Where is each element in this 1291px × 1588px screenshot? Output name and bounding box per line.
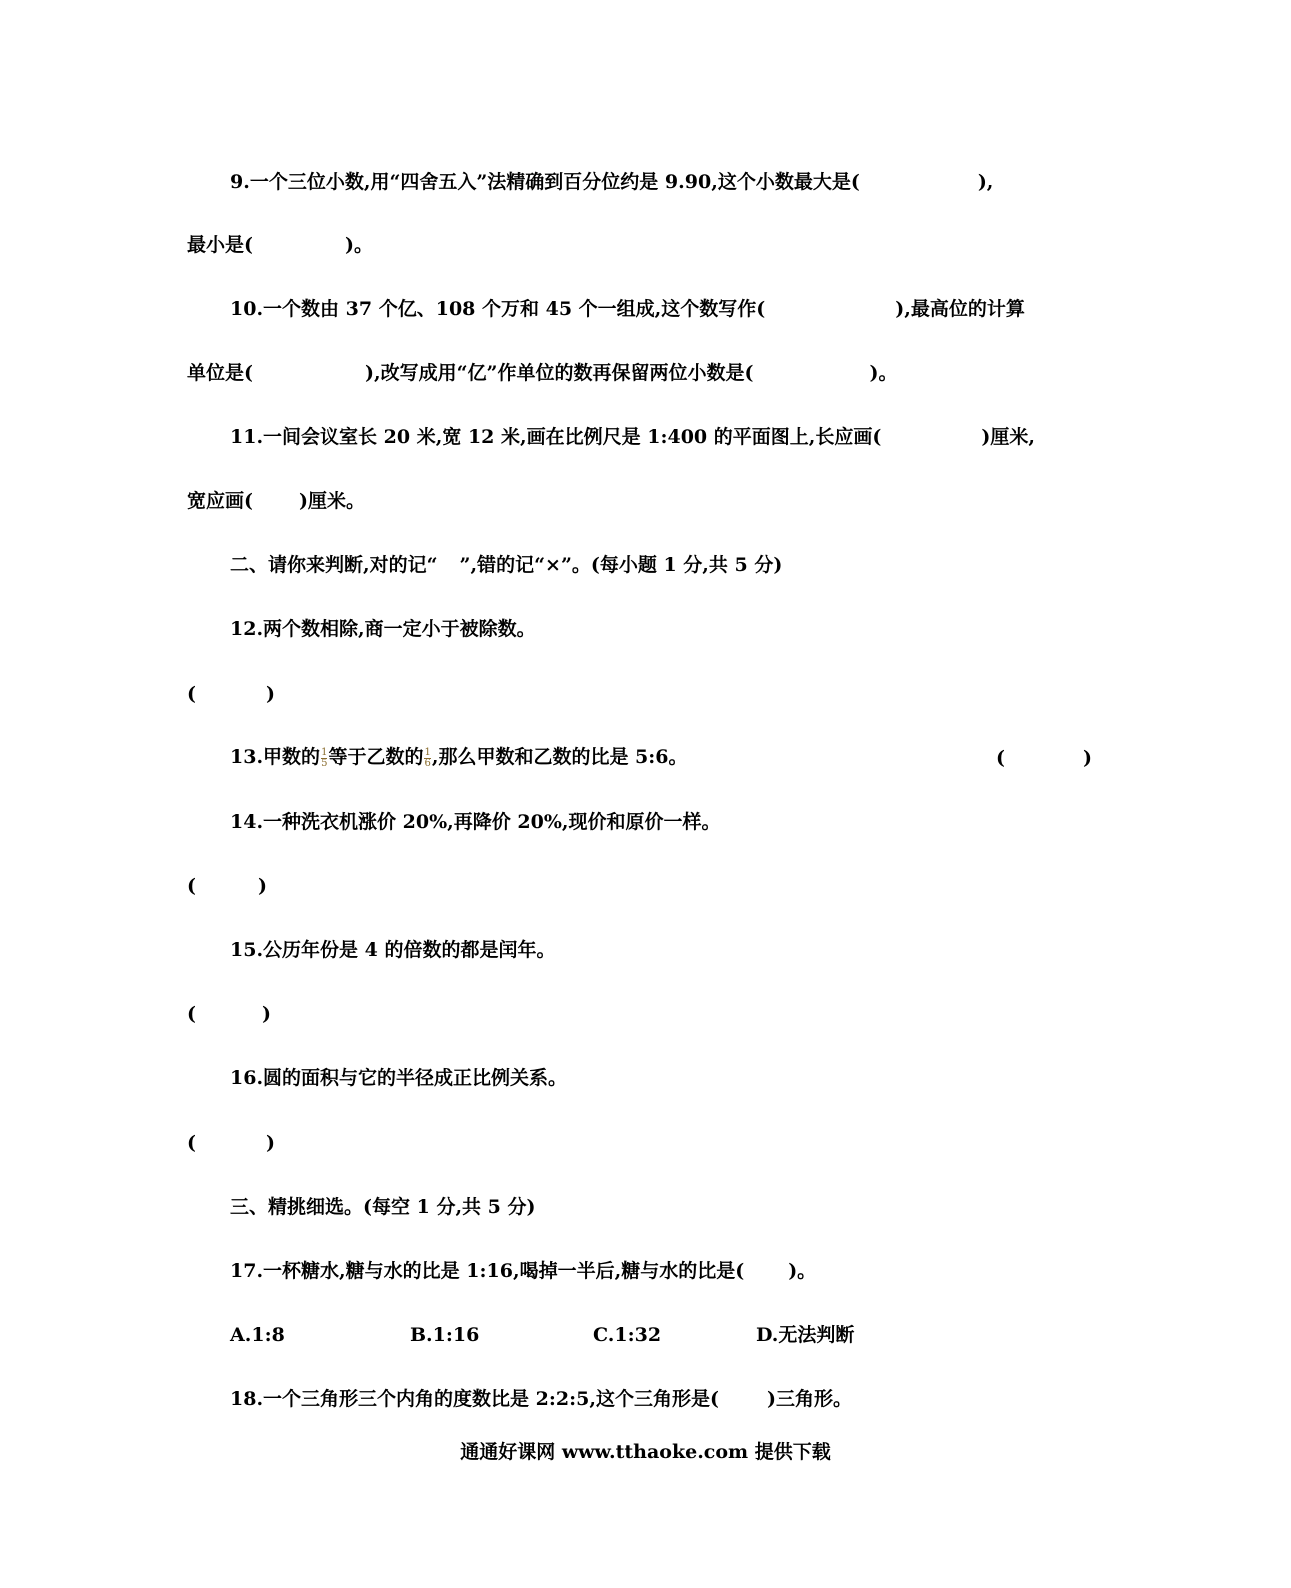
q18-text-end: )三角形。	[766, 1388, 852, 1410]
q17-option-d[interactable]: D.无法判断	[756, 1324, 855, 1346]
q15-question	[230, 938, 556, 962]
q10-end: )。	[869, 362, 898, 384]
q17-option-b[interactable]: B.1:16	[410, 1324, 480, 1346]
q17-question	[230, 1259, 816, 1283]
q11-line2	[187, 489, 365, 513]
section3-heading	[230, 1195, 536, 1219]
q17-text-end: )。	[788, 1260, 817, 1282]
q13-fraction-1: $\frac{1}{5}$	[321, 746, 328, 769]
q9-text-end: ),	[977, 171, 994, 193]
q13-suffix: ,那么甲数和乙数的比是 5:6。	[431, 746, 688, 768]
q10-rewrite-text: ),改写成用“亿”作单位的数再保留两位小数是(	[365, 362, 754, 384]
q10-unit-label: 单位是(	[187, 362, 253, 384]
q13-fraction-2: $\frac{1}{6}$	[424, 746, 431, 769]
q16-text: 16.圆的面积与它的半径成正比例关系。	[230, 1067, 568, 1089]
q10-line1	[230, 297, 1025, 321]
section2-text: 二、请你来判断,对的记“	[230, 554, 438, 576]
q9-min-end: )。	[345, 234, 373, 256]
q17-text: 17.一杯糖水,糖与水的比是 1:16,喝掉一半后,糖与水的比是(	[230, 1260, 745, 1282]
q13-middle: 等于乙数的	[328, 746, 424, 768]
q17-option-c[interactable]: C.1:32	[593, 1324, 662, 1346]
section2-heading	[230, 553, 782, 577]
q13-question	[230, 745, 688, 769]
q18-question	[230, 1387, 852, 1411]
q15-text: 15.公历年份是 4 的倍数的都是闰年。	[230, 939, 556, 961]
q11-text: 11.一间会议室长 20 米,宽 12 米,画在比例尺是 1:400 的平面图上,长应画(	[230, 426, 882, 448]
q9-line1	[230, 170, 993, 194]
q10-text: 10.一个数由 37 个亿、108 个万和 45 个一组成,这个数写作(	[230, 298, 766, 320]
q13-prefix: 13.甲数的	[230, 746, 321, 768]
q9-line2	[187, 233, 373, 257]
section2-text-rest: ”,错的记“×”。(每小题 1 分,共 5 分)	[459, 554, 783, 576]
section3-text: 三、精挑细选。(每空 1 分,共 5 分)	[230, 1196, 536, 1218]
q18-text: 18.一个三角形三个内角的度数比是 2:2:5,这个三角形是(	[230, 1388, 719, 1410]
q13-answer-paren[interactable]: ( )	[996, 747, 1092, 769]
q14-text: 14.一种洗衣机涨价 20%,再降价 20%,现价和原价一样。	[230, 811, 721, 833]
q14-answer-paren[interactable]: ( )	[187, 875, 267, 897]
q10-line2	[187, 361, 897, 385]
q9-min-label: 最小是(	[187, 234, 253, 256]
q9-text: 9.一个三位小数,用“四舍五入”法精确到百分位约是 9.90,这个小数最大是(	[230, 171, 860, 193]
q16-question	[230, 1066, 567, 1090]
q14-question	[230, 810, 721, 834]
page-footer	[0, 1440, 1291, 1464]
q16-answer-paren[interactable]: ( )	[187, 1132, 275, 1154]
q12-text: 12.两个数相除,商一定小于被除数。	[230, 618, 536, 640]
q11-text-end: )厘米,	[981, 426, 1035, 448]
q10-text-end: ),最高位的计算	[895, 298, 1025, 320]
q11-width-end: )厘米。	[299, 490, 365, 512]
q15-answer-paren[interactable]: ( )	[187, 1003, 271, 1025]
q11-line1	[230, 425, 1035, 449]
q12-question	[230, 617, 536, 641]
q11-width-label: 宽应画(	[187, 490, 253, 512]
q17-option-a[interactable]: A.1:8	[230, 1324, 285, 1346]
footer-text: 通通好课网 www.tthaoke.com 提供下载	[460, 1441, 831, 1463]
q12-answer-paren[interactable]: ( )	[187, 683, 275, 705]
